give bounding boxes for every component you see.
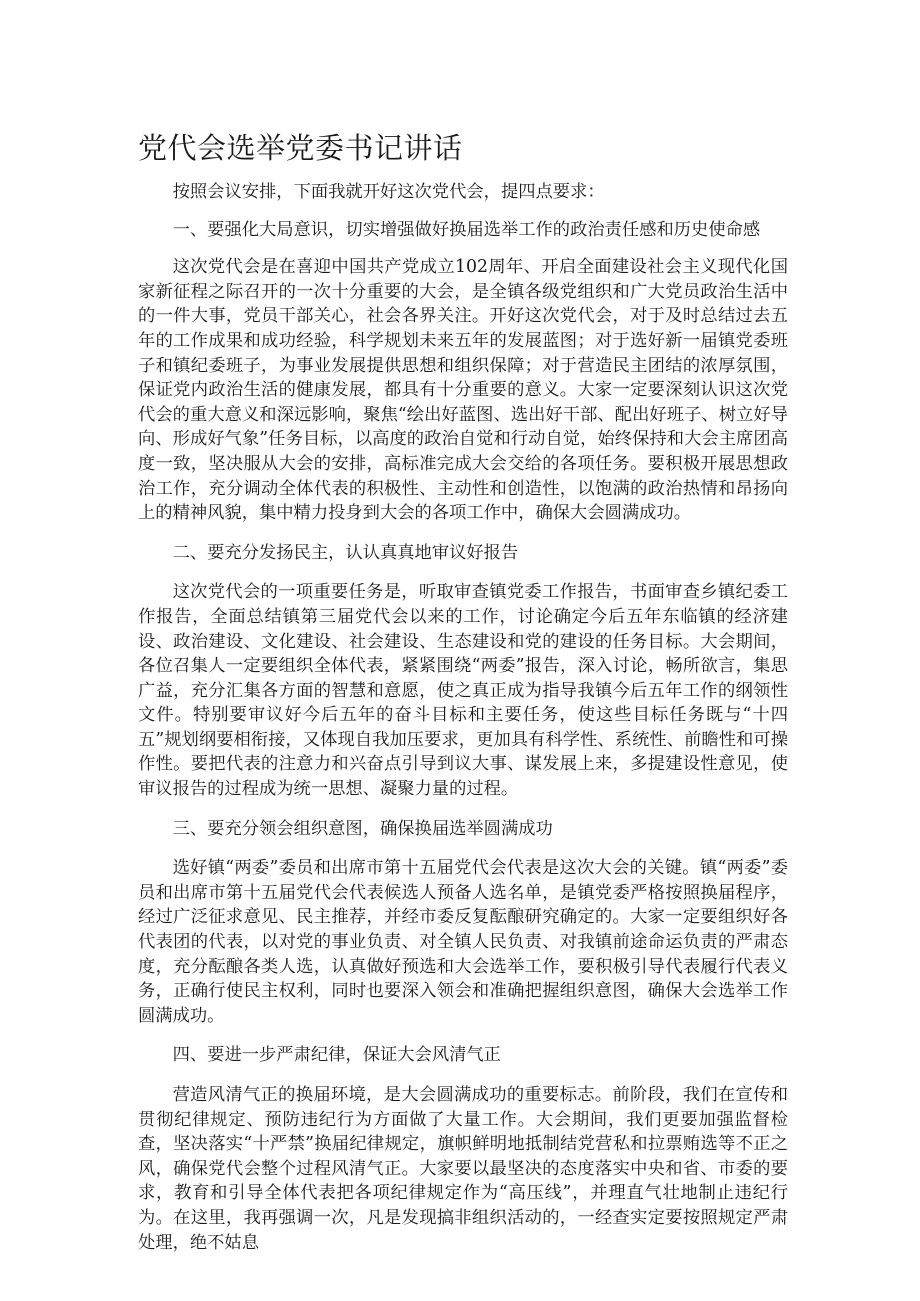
section-2-body: 这次党代会的一项重要任务是，听取审查镇党委工作报告，书面审查乡镇纪委工作报告，全面总结镇第三届党代会以来的工作，讨论确定今后五年东临镇的经济建设、政治建设、文化建设、社会建设、生态建设和党的建设的任务目标。大会期间，各位召集人一定要组织全体代表，紧紧围绕“两委”报告，深入讨论，畅所欲言，集思广益，充分汇集各方面的智慧和意愿，使之真正成为指导我镇今后五年工作的纲领性文件。特别要审议好今后五年的奋斗目标和主要任务，使这些目标任务既与“十四五”规划纲要相衔接，又体现自我加压要求，更加具有科学性、系统性、前瞻性和可操作性。要把代表的注意力和兴奋点引导到议大事、谋发展上来，多提建设性意见，使审议报告的过程成为统一思想、凝聚力量的过程。: [138, 582, 788, 800]
section-4-body: 营造风清气正的换届环境，是大会圆满成功的重要标志。前阶段，我们在宣传和贯彻纪律规定、预防违纪行为方面做了大量工作。大会期间，我们更要加强监督检查，坚决落实“十严禁”换届纪律规定，旗帜鲜明地抵制结党营私和拉票贿选等不正之风，确保党代会整个过程风清气正。大家要以最坚决的态度落实中央和省、市委的要求，教育和引导全体代表把各项纪律规定作为“高压线”，并理直气壮地制止违纪行为。在这里，我再强调一次，凡是发现搞非组织活动的，一经查实定要按照规定严肃处理，绝不姑息: [138, 1085, 788, 1253]
section-4-heading: 四、要进一步严肃纪律，保证大会风清气正: [172, 1045, 501, 1066]
document-page: [138, 128, 788, 1255]
section-1-body: 这次党代会是在喜迎中国共产党成立102周年、开启全面建设社会主义现代化国家新征程之际召开的一次十分重要的大会，是全镇各级党组织和广大党员政治生活中的一件大事，党员干部关心，社会各界关注。开好这次党代会，对于及时总结过去五年的工作成果和成功经验，科学规划未来五年的发展蓝图；对于选好新一届镇党委班子和镇纪委班子，为事业发展提供思想和组织保障；对于营造民主团结的浓厚氛围，保证党内政治生活的健康发展，都具有十分重要的意义。大家一定要深刻认识这次党代会的重大意义和深远影响，聚焦“绘出好蓝图、选出好干部、配出好班子、树立好导向、形成好气象”任务目标，以高度的政治自觉和行动自觉，始终保持和大会主席团高度一致，坚决服从大会的安排，高标准完成大会交给的各项任务。要积极开展思想政治工作，充分调动全体代表的积极性、主动性和创造性，以饱满的政治热情和昂扬向上的精神风貌，集中精力投身到大会的各项工作中，确保大会圆满成功。: [138, 257, 788, 524]
section-3-heading: 三、要充分领会组织意图，确保换届选举圆满成功: [172, 818, 553, 839]
section-2-heading: 二、要充分发扬民主，认认真真地审议好报告: [172, 542, 519, 563]
section-3-body: 选好镇“两委”委员和出席市第十五届党代会代表是这次大会的关键。镇“两委”委员和出席市第十五届党代会代表候选人预备人选名单，是镇党委严格按照换届程序，经过广泛征求意见、民主推荐，并经市委反复酝酿研究确定的。大家一定要组织好各代表团的代表，以对党的事业负责、对全镇人民负责、对我镇前途命运负责的严肃态度，充分酝酿各类人选，认真做好预选和大会选举工作，要积极引导代表履行代表义务，正确行使民主权利，同时也要深入领会和准确把握组织意图，确保大会选举工作圆满成功。: [138, 858, 788, 1026]
document-title: 党代会选举党委书记讲话: [138, 131, 463, 165]
intro-paragraph: 按照会议安排，下面我就开好这次党代会，提四点要求：: [172, 182, 605, 202]
section-1-heading: 一、要强化大局意识，切实增强做好换届选举工作的政治责任感和历史使命感: [172, 219, 761, 240]
